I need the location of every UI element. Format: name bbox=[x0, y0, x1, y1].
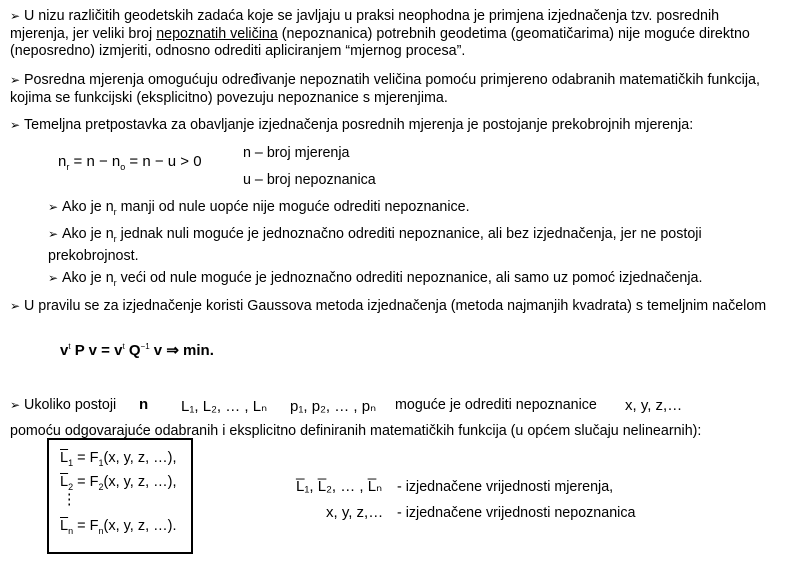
paragraph-2-text: Posredna mjerenja omogućuju određivanje nepoznatih veličina pomoću primjereno odabranih matematičkih funkcija, kojima se funkcijski (eksplicitno) povezuju nepoznanice s mjerenjima. bbox=[10, 72, 760, 106]
bullet-arrow-icon: ➢ bbox=[10, 299, 21, 313]
f2-t1: t bbox=[68, 342, 71, 351]
f2-v2: v bbox=[114, 342, 123, 359]
case-3-pre: Ako je n bbox=[62, 270, 114, 286]
legend-xyz-desc: - izjednačene vrijednosti nepoznanica bbox=[397, 505, 636, 521]
paragraph-1 bbox=[10, 8, 770, 61]
formula-n: n bbox=[58, 153, 67, 170]
box-eq2-args: (x, y, z, …), bbox=[103, 474, 177, 490]
case-3-sub: r bbox=[113, 277, 117, 288]
line-5-n: n bbox=[139, 396, 149, 413]
case-2 bbox=[48, 226, 748, 266]
box-eq-3 bbox=[60, 518, 177, 536]
line-5-lead bbox=[10, 397, 116, 415]
case-1-pre: Ako je n bbox=[62, 199, 114, 215]
bullet-arrow-icon: ➢ bbox=[10, 9, 21, 23]
case-1-post: manji od nule uopće nije moguće odrediti nepoznanice. bbox=[116, 199, 470, 215]
f2-q: Q bbox=[124, 342, 141, 359]
bullet-arrow-icon: ➢ bbox=[48, 227, 59, 241]
formula-least-squares bbox=[60, 341, 214, 359]
case-3-post: veći od nule moguće je jednoznačno odrediti nepoznanice, ali samo uz pomoć izjednačenja. bbox=[116, 270, 703, 286]
box-eq2-L: $\overline{L}$ bbox=[60, 474, 69, 490]
equations-box bbox=[47, 438, 193, 554]
def-u: u – broj nepoznanica bbox=[243, 172, 376, 188]
box-eq1-rest: = F bbox=[73, 450, 99, 466]
box-eq3-args: (x, y, z, …). bbox=[103, 518, 177, 534]
paragraph-4 bbox=[10, 298, 770, 316]
case-1-sub: r bbox=[113, 206, 117, 217]
f2-inv: −1 bbox=[140, 342, 150, 351]
bullet-arrow-icon: ➢ bbox=[10, 118, 21, 132]
line-5-mid: moguće je odrediti nepoznanice bbox=[395, 397, 597, 413]
box-eq3-rest: = F bbox=[73, 518, 99, 534]
formula-eq2: = n − u > 0 bbox=[125, 153, 202, 170]
formula-sub-r: r bbox=[66, 162, 70, 172]
box-dots: ⋮ bbox=[62, 492, 77, 508]
paragraph-1-text: U nizu različitih geodetskih zadaća koje se javljaju u praksi neophodna je primjena izjednačenja tzv. posrednih mjerenja, jer veliki broj bbox=[10, 8, 720, 42]
box-eq1-fs: 1 bbox=[98, 457, 104, 468]
bullet-arrow-icon: ➢ bbox=[10, 73, 21, 87]
paragraph-2 bbox=[10, 72, 770, 107]
paragraph-4-text: U pravilu se za izjednačenje koristi Gaussova metoda izjednačenja (metoda najmanjih kvadrata) s temeljnim načelom bbox=[24, 298, 767, 314]
box-eq1-args: (x, y, z, …), bbox=[103, 450, 177, 466]
f2-p: P v = bbox=[70, 342, 115, 359]
case-2-post: jednak nuli moguće je jednoznačno odrediti nepoznanice, ali bez izjednačenja, jer ne postoji prekobrojnost. bbox=[48, 226, 702, 265]
case-2-sub: r bbox=[113, 233, 117, 244]
paragraph-1-text-end: (nepoznanica) potrebnih geodetima (geomatičarima) nije moguće direktno (neposredno) izmjeriti, odnosno odrediti apliciranjem “mjernog procesa”. bbox=[10, 25, 750, 60]
box-eq3-L: $\overline{L}$ bbox=[60, 518, 69, 534]
def-n: n – broj mjerenja bbox=[243, 145, 350, 161]
box-eq1-L: $\overline{L}$ bbox=[60, 450, 69, 466]
legend-L: L̅₁, L̅₂, … , L̅ₙ bbox=[296, 478, 383, 495]
bullet-arrow-icon: ➢ bbox=[48, 200, 59, 214]
box-eq3-s: n bbox=[68, 525, 74, 536]
f2-end: v ⇒ min. bbox=[149, 342, 214, 359]
line-6: pomoću odgovarajuće odabranih i eksplicitno definiranih matematičkih funkcija (u općem slučaju nelinearnih): bbox=[10, 423, 702, 439]
box-eq2-s: 2 bbox=[68, 481, 74, 492]
line-5-xyz: x, y, z,… bbox=[625, 397, 683, 414]
formula-eq1: = n − n bbox=[69, 153, 121, 170]
formula-sub-o: o bbox=[120, 162, 126, 172]
box-eq-2 bbox=[60, 474, 177, 492]
line-5-lead-text: Ukoliko postoji bbox=[24, 397, 117, 413]
formula-redundancy bbox=[58, 153, 202, 172]
paragraph-3-text: Temeljna pretpostavka za obavljanje izjednačenja posrednih mjerenja je postojanje prekobrojnih mjerenja: bbox=[24, 117, 694, 133]
bullet-arrow-icon: ➢ bbox=[10, 398, 21, 412]
box-eq2-fs: 2 bbox=[98, 481, 104, 492]
case-1 bbox=[48, 199, 778, 221]
box-eq-1 bbox=[60, 450, 177, 468]
underlined-term: nepoznatih veličina bbox=[156, 25, 278, 42]
legend-xyz: x, y, z,… bbox=[326, 504, 384, 521]
line-5-L: L₁, L₂, … , Lₙ bbox=[181, 398, 268, 415]
line-5-p: p₁, p₂, … , pₙ bbox=[290, 398, 377, 415]
case-2-pre: Ako je n bbox=[62, 226, 114, 242]
f2-v1: v bbox=[60, 342, 69, 359]
legend-L-desc: - izjednačene vrijednosti mjerenja, bbox=[397, 479, 614, 495]
box-eq1-s: 1 bbox=[68, 457, 74, 468]
case-3 bbox=[48, 270, 778, 292]
box-eq3-fs: n bbox=[98, 525, 104, 536]
f2-t2: t bbox=[122, 342, 125, 351]
bullet-arrow-icon: ➢ bbox=[48, 271, 59, 285]
paragraph-3 bbox=[10, 117, 780, 135]
box-eq2-rest: = F bbox=[73, 474, 99, 490]
